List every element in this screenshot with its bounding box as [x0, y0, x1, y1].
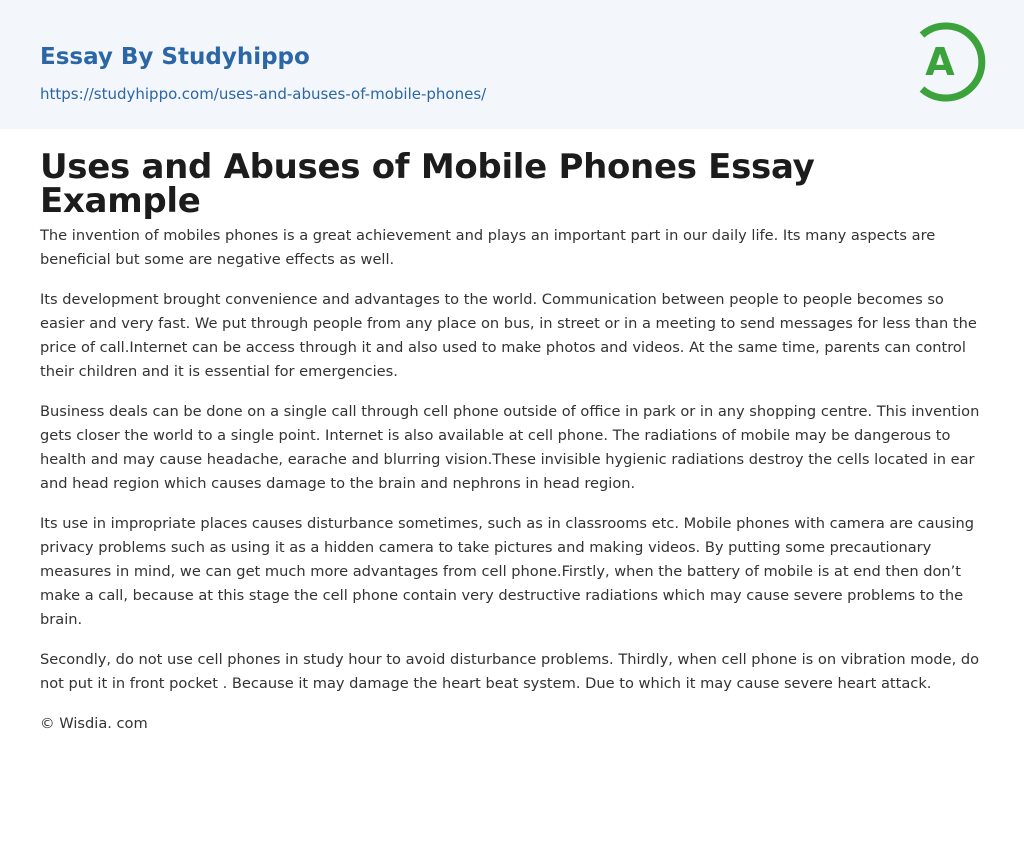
paragraph: Its development brought convenience and advantages to the world. Communication between people to people becomes so easier and very fast. We put through people from any place on bus, in street or in a meeting to send messages for less than the price of call.Internet can be access through it and also used to make photos and videos. At the same time, parents can control their children and it is essential for emergencies. — [40, 291, 977, 380]
paragraph: Secondly, do not use cell phones in study hour to avoid disturbance problems. Thirdly, when cell phone is on vibration mode, do not put it in front pocket . Because it may damage the heart beat system. Due to which it may cause severe heart attack. — [40, 651, 980, 692]
logo-letter: A — [925, 40, 955, 84]
paragraph: The invention of mobiles phones is a great achievement and plays an important part in our daily life. Its many aspects are beneficial but some are negative effects as well. — [40, 227, 936, 268]
article-body — [0, 147, 1024, 736]
studyhippo-logo-icon[interactable] — [910, 18, 988, 106]
page-title: Uses and Abuses of Mobile Phones Essay Example — [40, 147, 815, 221]
paragraph: Its use in impropriate places causes disturbance sometimes, such as in classrooms etc. Mobile phones with camera are causing privacy problems such as using it as a hidden camera to take pictures and making videos. By putting some precautionary measures in mind, we can get much more advantages from cell phone.Firstly, when the battery of mobile is at end then don’t make a call, because at this stage the cell phone contain very destructive radiations which may cause severe problems to the brain. — [40, 515, 975, 628]
brand-title[interactable]: Essay By Studyhippo — [40, 44, 310, 70]
paragraph: Business deals can be done on a single call through cell phone outside of office in park or in any shopping centre. This invention gets closer the world to a single point. Internet is also available at cell phone. The radiations of mobile may be dangerous to health and may cause headache, earache and blurring vision.These invisible hygienic radiations destroy the cells located in ear and head region which causes damage to the brain and nephrons in head region. — [40, 403, 980, 492]
copyright-notice: © Wisdia. com — [40, 715, 148, 732]
essay-url-link[interactable]: https://studyhippo.com/uses-and-abuses-of-mobile-phones/ — [40, 85, 487, 103]
site-header — [0, 0, 1024, 129]
